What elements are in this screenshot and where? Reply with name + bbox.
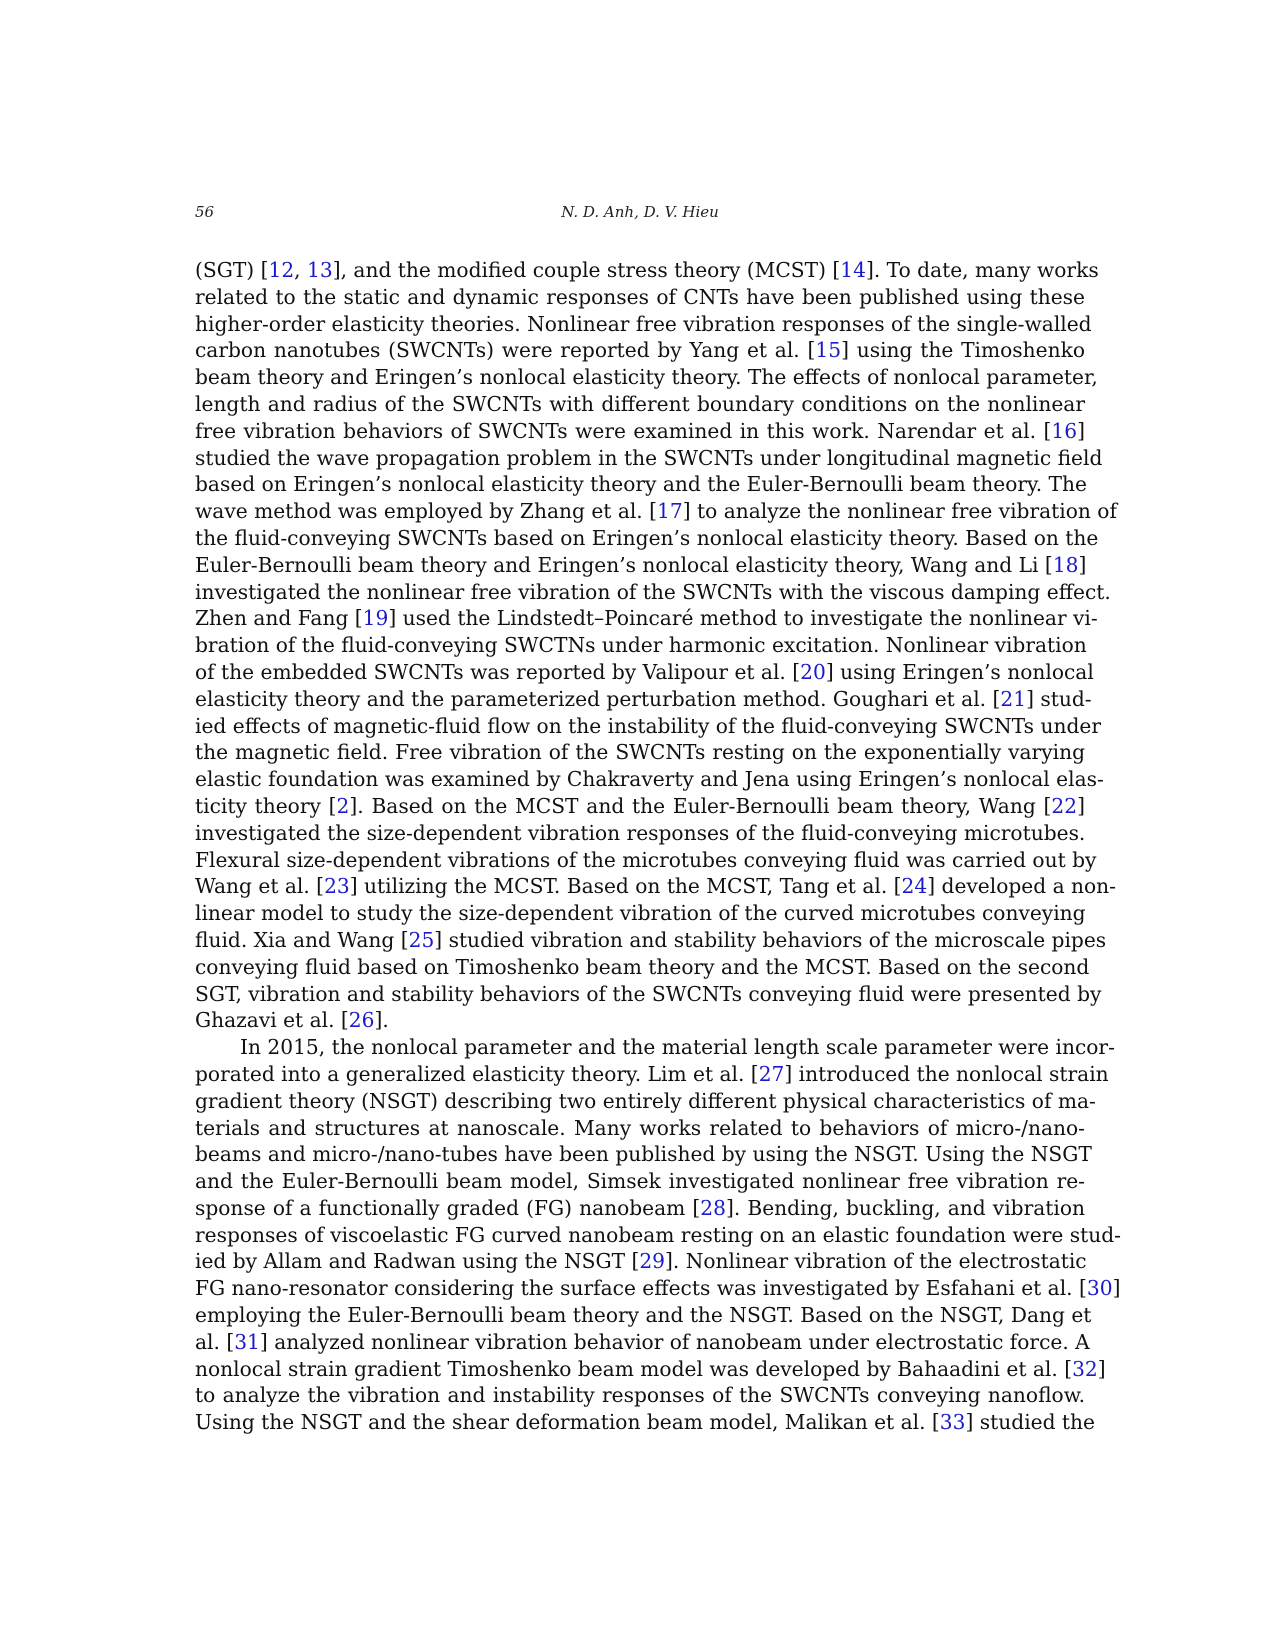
text-line bbox=[195, 686, 1092, 713]
text-run: ]. bbox=[374, 1008, 389, 1033]
text-line bbox=[195, 1195, 1085, 1222]
page-number: 56 bbox=[195, 203, 215, 221]
text-line bbox=[195, 364, 1098, 391]
text-run: elasticity theory and the parameterized perturbation method. Goughari et al. [ bbox=[195, 686, 1001, 711]
citation-link[interactable]: 16 bbox=[1051, 418, 1078, 443]
text-line bbox=[195, 954, 1090, 981]
text-run: ticity theory [ bbox=[195, 793, 337, 818]
citation-link[interactable]: 14 bbox=[840, 258, 866, 282]
text-run: porated into a generalized elasticity theory. Lim et al. [ bbox=[195, 1061, 759, 1086]
text-line bbox=[195, 498, 1117, 525]
text-run: to analyze the vibration and instability responses of the SWCNTs conveying nanoflow. bbox=[195, 1383, 1085, 1408]
text-line bbox=[195, 579, 1111, 606]
text-run: ] bbox=[1077, 418, 1085, 443]
text-run: Flexural size-dependent vibrations of the microtubes conveying fluid was carried out by bbox=[195, 847, 1097, 872]
text-line bbox=[195, 713, 1101, 740]
text-run: ] introduced the nonlocal strain bbox=[784, 1061, 1109, 1086]
citation-link[interactable]: 26 bbox=[348, 1008, 375, 1033]
citation-link[interactable]: 23 bbox=[324, 874, 350, 899]
text-run: (SGT) [ bbox=[195, 258, 269, 282]
text-run: ] stud- bbox=[1026, 686, 1092, 711]
text-line bbox=[195, 391, 1085, 418]
text-line bbox=[195, 766, 1104, 793]
text-run: ], and the modified couple stress theory (MCST) [ bbox=[332, 258, 841, 282]
citation-link[interactable]: 28 bbox=[700, 1195, 726, 1220]
text-line bbox=[195, 793, 1085, 820]
text-run: ] studied the bbox=[965, 1410, 1095, 1435]
text-run: Ghazavi et al. [ bbox=[195, 1008, 349, 1033]
page-header bbox=[195, 203, 1085, 227]
text-run: beams and micro-/nano-tubes have been published by using the NSGT. Using the NSGT bbox=[195, 1142, 1092, 1167]
text-line bbox=[195, 1034, 1115, 1061]
text-line bbox=[195, 927, 1107, 954]
text-line bbox=[195, 418, 1085, 445]
text-run: ] using Eringen’s nonlocal bbox=[825, 659, 1094, 684]
text-run: terials and structures at nanoscale. Many works related to behaviors of micro-/nano- bbox=[195, 1115, 1085, 1140]
citation-link[interactable]: 19 bbox=[362, 606, 389, 631]
text-run: fluid. Xia and Wang [ bbox=[195, 927, 409, 952]
text-run: ] bbox=[1097, 1356, 1106, 1381]
text-run: investigated the size-dependent vibration responses of the fluid-conveying microtubes. bbox=[195, 820, 1086, 845]
text-run: and the Euler-Bernoulli beam model, Simsek investigated nonlinear free vibration re- bbox=[195, 1169, 1085, 1194]
text-run: ] bbox=[1112, 1276, 1121, 1301]
citation-link[interactable]: 15 bbox=[815, 338, 842, 363]
text-run: studied the wave propagation problem in the SWCNTs under longitudinal magnetic field bbox=[195, 445, 1103, 470]
text-line bbox=[195, 284, 1085, 311]
text-run: sponse of a functionally graded (FG) nanobeam [ bbox=[195, 1195, 701, 1220]
text-line bbox=[195, 445, 1103, 472]
text-line bbox=[195, 820, 1085, 847]
text-run: investigated the nonlinear free vibration of the SWCNTs with the viscous damping effect. bbox=[195, 579, 1111, 604]
text-run: ]. To date, many works bbox=[865, 258, 1099, 282]
citation-link[interactable]: 2 bbox=[336, 793, 350, 818]
text-run: , bbox=[294, 258, 308, 282]
text-run: free vibration behaviors of SWCNTs were examined in this work. Narendar et al. [ bbox=[195, 418, 1052, 443]
body-text bbox=[195, 257, 1121, 1436]
text-run: wave method was employed by Zhang et al. [ bbox=[195, 499, 658, 524]
citation-link[interactable]: 27 bbox=[758, 1061, 785, 1086]
text-run: ] to analyze the nonlinear free vibration of bbox=[682, 499, 1117, 524]
citation-link[interactable]: 21 bbox=[1000, 686, 1027, 711]
text-line bbox=[195, 1007, 1085, 1034]
text-line bbox=[195, 1409, 1095, 1436]
text-run: In 2015, the nonlocal parameter and the material length scale parameter were incor- bbox=[240, 1035, 1115, 1060]
text-line bbox=[195, 311, 1092, 338]
text-line bbox=[195, 739, 1085, 766]
text-run: Using the NSGT and the shear deformation beam model, Malikan et al. [ bbox=[195, 1410, 940, 1435]
text-run: ]. Bending, buckling, and vibration bbox=[725, 1195, 1085, 1220]
text-line bbox=[195, 1088, 1096, 1115]
text-run: ] using the Timoshenko bbox=[841, 338, 1085, 363]
text-line bbox=[195, 1356, 1106, 1383]
text-line bbox=[195, 847, 1097, 874]
citation-link[interactable]: 29 bbox=[639, 1249, 666, 1274]
text-run: related to the static and dynamic responses of CNTs have been published using these bbox=[195, 284, 1085, 309]
text-line bbox=[195, 257, 1099, 284]
text-run: ] studied vibration and stability behaviors of the microscale pipes bbox=[434, 927, 1107, 952]
text-line bbox=[195, 659, 1094, 686]
text-run: of the embedded SWCNTs was reported by Valipour et al. [ bbox=[195, 659, 801, 684]
text-run: ] analyzed nonlinear vibration behavior of nanobeam under electrostatic force. A bbox=[259, 1329, 1090, 1354]
text-run: ] utilizing the MCST. Based on the MCST, Tang et al. [ bbox=[349, 874, 902, 899]
text-run: employing the Euler-Bernoulli beam theory and the NSGT. Based on the NSGT, Dang et bbox=[195, 1303, 1092, 1328]
text-run: carbon nanotubes (SWCNTs) were reported by Yang et al. [ bbox=[195, 338, 816, 363]
text-run: the magnetic field. Free vibration of the SWCNTs resting on the exponentially varying bbox=[195, 740, 1085, 765]
text-run: conveying fluid based on Timoshenko beam theory and the MCST. Based on the second bbox=[195, 954, 1090, 979]
text-run: ]. Based on the MCST and the Euler-Bernoulli beam theory, Wang [ bbox=[349, 793, 1052, 818]
text-run: the fluid-conveying SWCNTs based on Eringen’s nonlocal elasticity theory. Based on the bbox=[195, 525, 1099, 550]
citation-link[interactable]: 25 bbox=[408, 927, 435, 952]
text-line bbox=[195, 1329, 1090, 1356]
text-run: SGT, vibration and stability behaviors of the SWCNTs conveying fluid were presented by bbox=[195, 981, 1102, 1006]
citation-link[interactable]: 30 bbox=[1086, 1276, 1113, 1301]
text-line bbox=[195, 1115, 1085, 1142]
text-run: ] bbox=[1077, 793, 1085, 818]
citation-link[interactable]: 24 bbox=[901, 874, 928, 899]
text-line bbox=[195, 605, 1098, 632]
text-line bbox=[195, 525, 1099, 552]
text-run: responses of viscoelastic FG curved nanobeam resting on an elastic foundation were stud- bbox=[195, 1222, 1121, 1247]
text-run: higher-order elasticity theories. Nonlinear free vibration responses of the single-walled bbox=[195, 311, 1092, 336]
text-run: bration of the fluid-conveying SWCTNs under harmonic excitation. Nonlinear vibration bbox=[195, 633, 1087, 658]
text-run: ] used the Lindstedt–Poincaré method to investigate the nonlinear vi- bbox=[388, 606, 1098, 631]
citation-link[interactable]: 20 bbox=[800, 659, 826, 684]
text-line bbox=[195, 981, 1102, 1008]
text-run: nonlocal strain gradient Timoshenko beam model was developed by Bahaadini et al. [ bbox=[195, 1356, 1073, 1381]
text-line bbox=[195, 337, 1085, 364]
text-line bbox=[195, 900, 1085, 927]
text-line bbox=[195, 1061, 1109, 1088]
text-run: FG nano-resonator considering the surface effects was investigated by Esfahani et al. [ bbox=[195, 1276, 1087, 1301]
text-run: beam theory and Eringen’s nonlocal elasticity theory. The effects of nonlocal parameter, bbox=[195, 365, 1098, 390]
text-run: Zhen and Fang [ bbox=[195, 606, 363, 631]
citation-link[interactable]: 17 bbox=[657, 499, 683, 524]
text-run: al. [ bbox=[195, 1329, 235, 1354]
text-line bbox=[195, 1382, 1085, 1409]
text-run: ] bbox=[1078, 552, 1087, 577]
text-line bbox=[195, 1141, 1092, 1168]
text-run: elastic foundation was examined by Chakraverty and Jena using Eringen’s nonlocal elas- bbox=[195, 767, 1104, 792]
citation-link[interactable]: 33 bbox=[939, 1410, 966, 1435]
text-run: Euler-Bernoulli beam theory and Eringen’s nonlocal elasticity theory, Wang and Li [ bbox=[195, 552, 1053, 577]
text-line bbox=[195, 1275, 1121, 1302]
text-line bbox=[195, 1168, 1085, 1195]
text-run: linear model to study the size-dependent vibration of the curved microtubes conveying bbox=[195, 901, 1086, 926]
text-line bbox=[195, 1302, 1092, 1329]
citation-link[interactable]: 31 bbox=[234, 1329, 260, 1354]
citation-link[interactable]: 12 bbox=[268, 258, 295, 282]
text-line bbox=[195, 1248, 1085, 1275]
text-run: ied effects of magnetic-fluid flow on the instability of the fluid-conveying SWCNTs under bbox=[195, 713, 1101, 738]
text-line bbox=[195, 471, 1085, 498]
text-run: Wang et al. [ bbox=[195, 874, 325, 899]
text-run: ] developed a non- bbox=[927, 874, 1116, 899]
text-run: gradient theory (NSGT) describing two entirely different physical characteristics of ma- bbox=[195, 1088, 1096, 1113]
text-line bbox=[195, 632, 1085, 659]
text-line bbox=[195, 873, 1116, 900]
text-run: based on Eringen’s nonlocal elasticity theory and the Euler-Bernoulli beam theory. The bbox=[195, 472, 1087, 497]
text-run: length and radius of the SWCNTs with different boundary conditions on the nonlinear bbox=[195, 391, 1085, 416]
citation-link[interactable]: 18 bbox=[1052, 552, 1079, 577]
text-run: ied by Allam and Radwan using the NSGT [ bbox=[195, 1249, 640, 1274]
text-run: ]. Nonlinear vibration of the electrostatic bbox=[665, 1249, 1087, 1274]
text-line bbox=[195, 1222, 1121, 1249]
citation-link[interactable]: 32 bbox=[1072, 1356, 1098, 1381]
running-head: N. D. Anh, D. V. Hieu bbox=[561, 203, 719, 221]
citation-link[interactable]: 22 bbox=[1051, 793, 1078, 818]
text-line bbox=[195, 552, 1085, 579]
citation-link[interactable]: 13 bbox=[307, 258, 333, 282]
